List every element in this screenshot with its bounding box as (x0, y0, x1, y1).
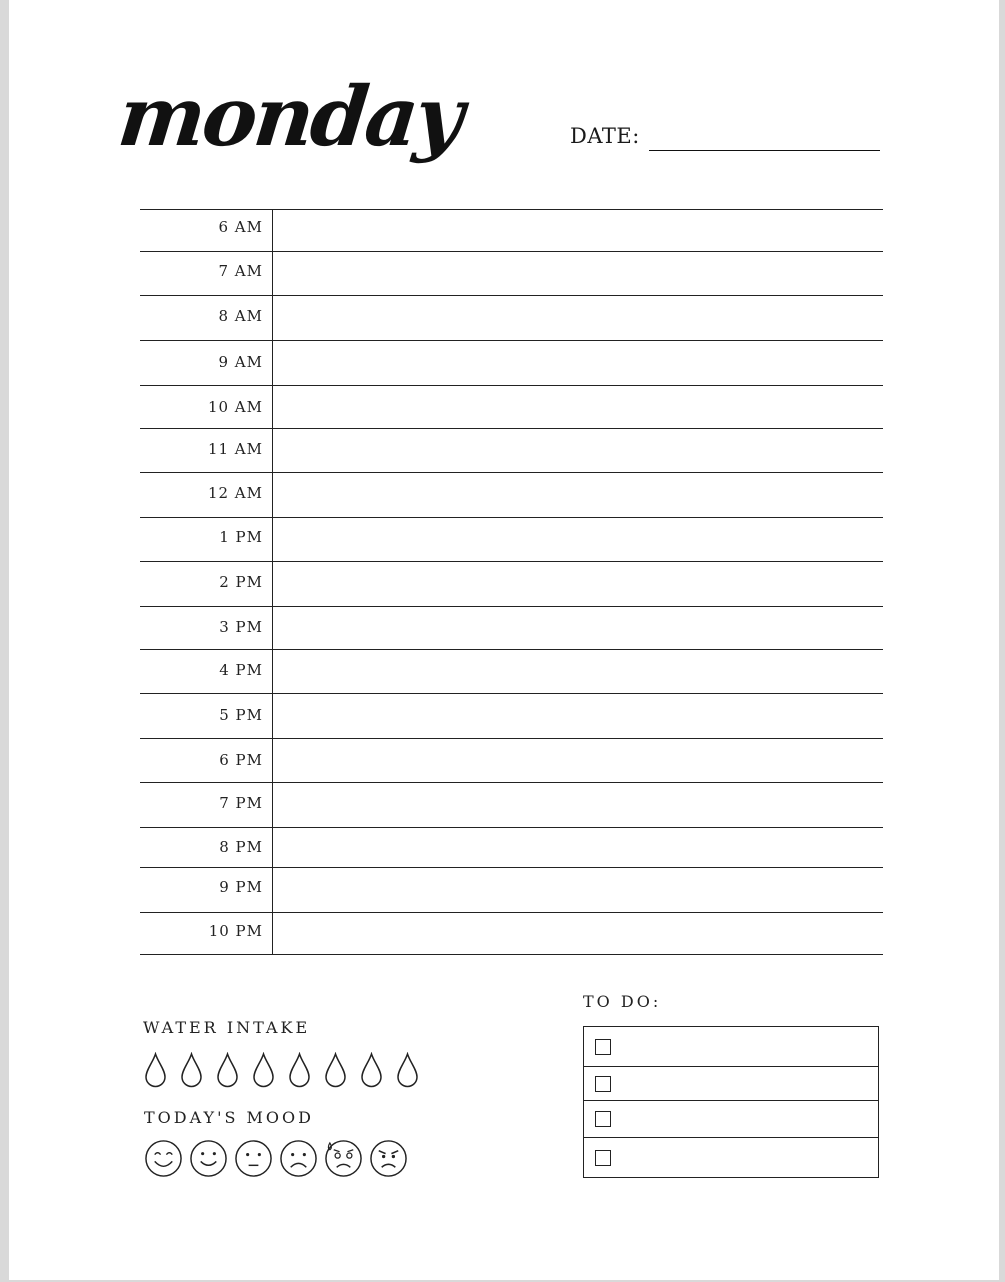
schedule-bottom-rule (140, 954, 883, 955)
schedule-row[interactable] (140, 693, 883, 739)
todays-mood-label: TODAY'S MOOD (144, 1108, 314, 1127)
todo-item[interactable] (584, 1066, 878, 1101)
schedule-row[interactable] (140, 782, 883, 828)
date-label: DATE: (570, 124, 640, 148)
time-label: 8 PM (219, 838, 263, 856)
schedule-row[interactable] (140, 385, 883, 429)
schedule-row[interactable] (140, 209, 883, 252)
schedule-row[interactable] (140, 517, 883, 562)
todo-item[interactable] (584, 1027, 878, 1066)
angry-face-icon[interactable] (369, 1139, 408, 1178)
water-drop-icon[interactable] (216, 1052, 239, 1088)
time-label: 8 AM (218, 307, 263, 325)
todo-label: TO DO: (583, 992, 662, 1011)
time-label: 4 PM (219, 661, 263, 679)
water-drop-icon[interactable] (288, 1052, 311, 1088)
schedule-row[interactable] (140, 472, 883, 518)
time-label: 2 PM (219, 573, 263, 591)
water-drop-icon[interactable] (360, 1052, 383, 1088)
todo-item[interactable] (584, 1137, 878, 1178)
time-label: 12 AM (207, 484, 263, 502)
time-label: 9 PM (219, 878, 263, 896)
water-drop-icon[interactable] (180, 1052, 203, 1088)
schedule-row[interactable] (140, 649, 883, 694)
todo-checkbox[interactable] (595, 1111, 611, 1127)
schedule-row[interactable] (140, 912, 883, 955)
smiling-face-icon[interactable] (189, 1139, 228, 1178)
time-label: 1 PM (219, 528, 263, 546)
sad-face-icon[interactable] (279, 1139, 318, 1178)
neutral-face-icon[interactable] (234, 1139, 273, 1178)
time-label: 5 PM (219, 706, 263, 724)
anxious-face-icon[interactable] (324, 1139, 363, 1178)
schedule-row[interactable] (140, 295, 883, 341)
planner-page (9, 0, 999, 1280)
time-label: 10 PM (208, 922, 263, 940)
hourly-schedule (140, 209, 883, 954)
water-drop-icon[interactable] (144, 1052, 167, 1088)
todo-checkbox[interactable] (595, 1150, 611, 1166)
time-label: 6 PM (219, 751, 263, 769)
schedule-row[interactable] (140, 738, 883, 783)
date-field[interactable] (649, 150, 880, 151)
time-label: 11 AM (207, 440, 263, 458)
time-label: 7 AM (218, 262, 263, 280)
time-label: 9 AM (218, 353, 263, 371)
water-drop-icon[interactable] (324, 1052, 347, 1088)
schedule-row[interactable] (140, 867, 883, 913)
time-label: 7 PM (219, 794, 263, 812)
todo-item[interactable] (584, 1100, 878, 1138)
day-title: monday (113, 69, 466, 165)
mood-faces (144, 1139, 408, 1178)
schedule-row[interactable] (140, 340, 883, 386)
time-label: 6 AM (218, 218, 263, 236)
schedule-row[interactable] (140, 561, 883, 607)
time-label: 3 PM (219, 618, 263, 636)
schedule-row[interactable] (140, 827, 883, 868)
water-drops (144, 1052, 419, 1088)
water-drop-icon[interactable] (396, 1052, 419, 1088)
todo-list (583, 1026, 879, 1178)
schedule-row[interactable] (140, 606, 883, 650)
water-intake-label: WATER INTAKE (143, 1018, 311, 1037)
water-drop-icon[interactable] (252, 1052, 275, 1088)
todo-checkbox[interactable] (595, 1076, 611, 1092)
schedule-row[interactable] (140, 428, 883, 473)
laughing-face-icon[interactable] (144, 1139, 183, 1178)
schedule-row[interactable] (140, 251, 883, 296)
todo-checkbox[interactable] (595, 1039, 611, 1055)
time-label: 10 AM (207, 398, 263, 416)
